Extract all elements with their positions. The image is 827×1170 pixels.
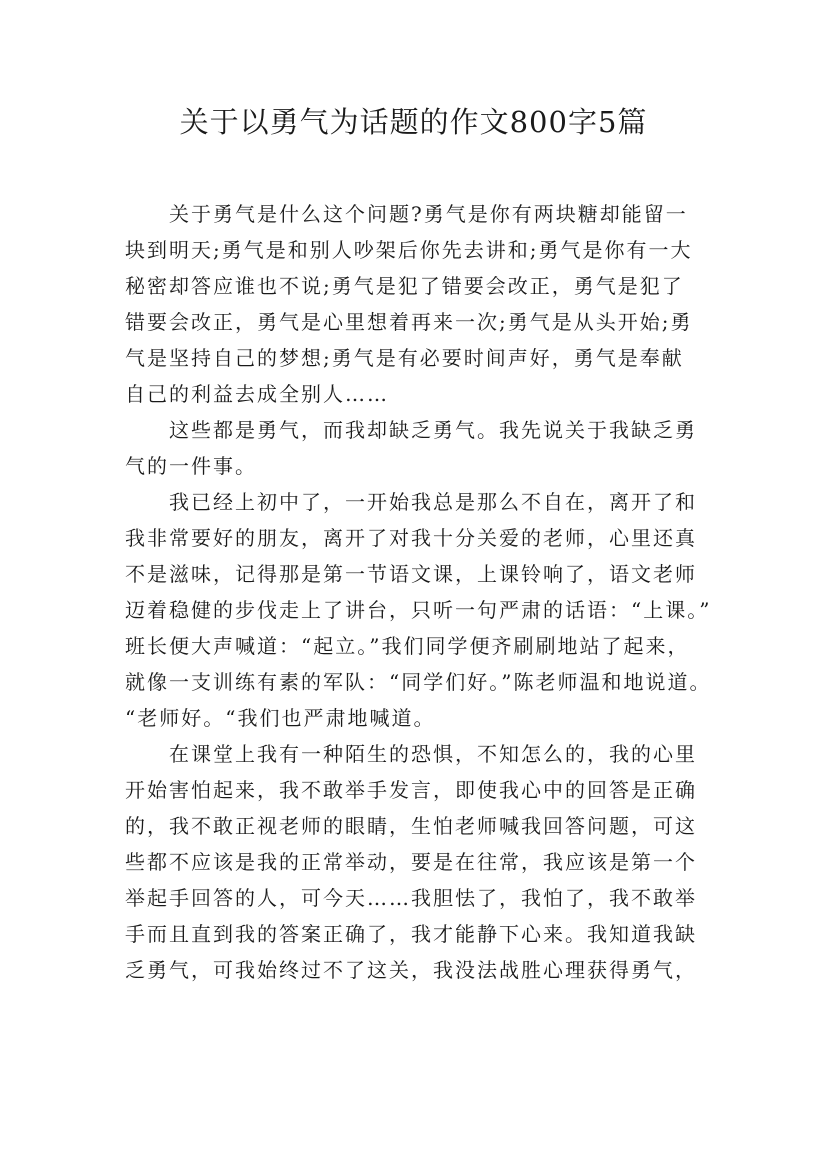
text-line: 手而且直到我的答案正确了，我才能静下心来。我知道我缺 xyxy=(125,922,697,946)
document-title: 关于以勇气为话题的作文800字5篇 xyxy=(179,105,648,139)
text-line: 自己的利益去成全别人…… xyxy=(125,382,389,406)
text-line: “老师好。“我们也严肃地喊道。 xyxy=(125,706,436,730)
text-line: 秘密却答应谁也不说;勇气是犯了错要会改正，勇气是犯了 xyxy=(125,274,684,298)
text-line: 这些都是勇气，而我却缺乏勇气。我先说关于我缺乏勇 xyxy=(125,418,697,442)
text-line: 气是坚持自己的梦想;勇气是有必要时间声好，勇气是奉献 xyxy=(125,346,684,370)
text-line: 气的一件事。 xyxy=(125,454,257,478)
text-line: 开始害怕起来，我不敢举手发言，即使我心中的回答是正确 xyxy=(125,778,697,802)
text-line: 举起手回答的人，可今天……我胆怯了，我怕了，我不敢举 xyxy=(125,886,697,910)
text-line: 关于勇气是什么这个问题?勇气是你有两块糖却能留一 xyxy=(125,202,688,226)
text-line: 乏勇气，可我始终过不了这关，我没法战胜心理获得勇气， xyxy=(125,958,697,982)
text-line: 就像一支训练有素的军队：“同学们好。”陈老师温和地说道。 xyxy=(125,670,712,694)
text-line: 我已经上初中了，一开始我总是那么不自在，离开了和 xyxy=(125,490,697,514)
text-line: 迈着稳健的步伐走上了讲台，只听一句严肃的话语：“上课。” xyxy=(125,598,712,622)
text-line: 不是滋味，记得那是第一节语文课，上课铃响了，语文老师 xyxy=(125,562,697,586)
text-line: 块到明天;勇气是和别人吵架后你先去讲和;勇气是你有一大 xyxy=(125,238,693,262)
text-line: 的，我不敢正视老师的眼睛，生怕老师喊我回答问题，可这 xyxy=(125,814,697,838)
text-line: 班长便大声喊道：“起立。”我们同学便齐刷刷地站了起来， xyxy=(125,634,690,658)
text-line: 在课堂上我有一种陌生的恐惧，不知怎么的，我的心里 xyxy=(125,742,697,766)
text-line: 错要会改正，勇气是心里想着再来一次;勇气是从头开始;勇 xyxy=(125,310,693,334)
text-line: 些都不应该是我的正常举动，要是在往常，我应该是第一个 xyxy=(125,850,697,874)
text-line: 我非常要好的朋友，离开了对我十分关爱的老师，心里还真 xyxy=(125,526,697,550)
document-body xyxy=(125,196,715,988)
